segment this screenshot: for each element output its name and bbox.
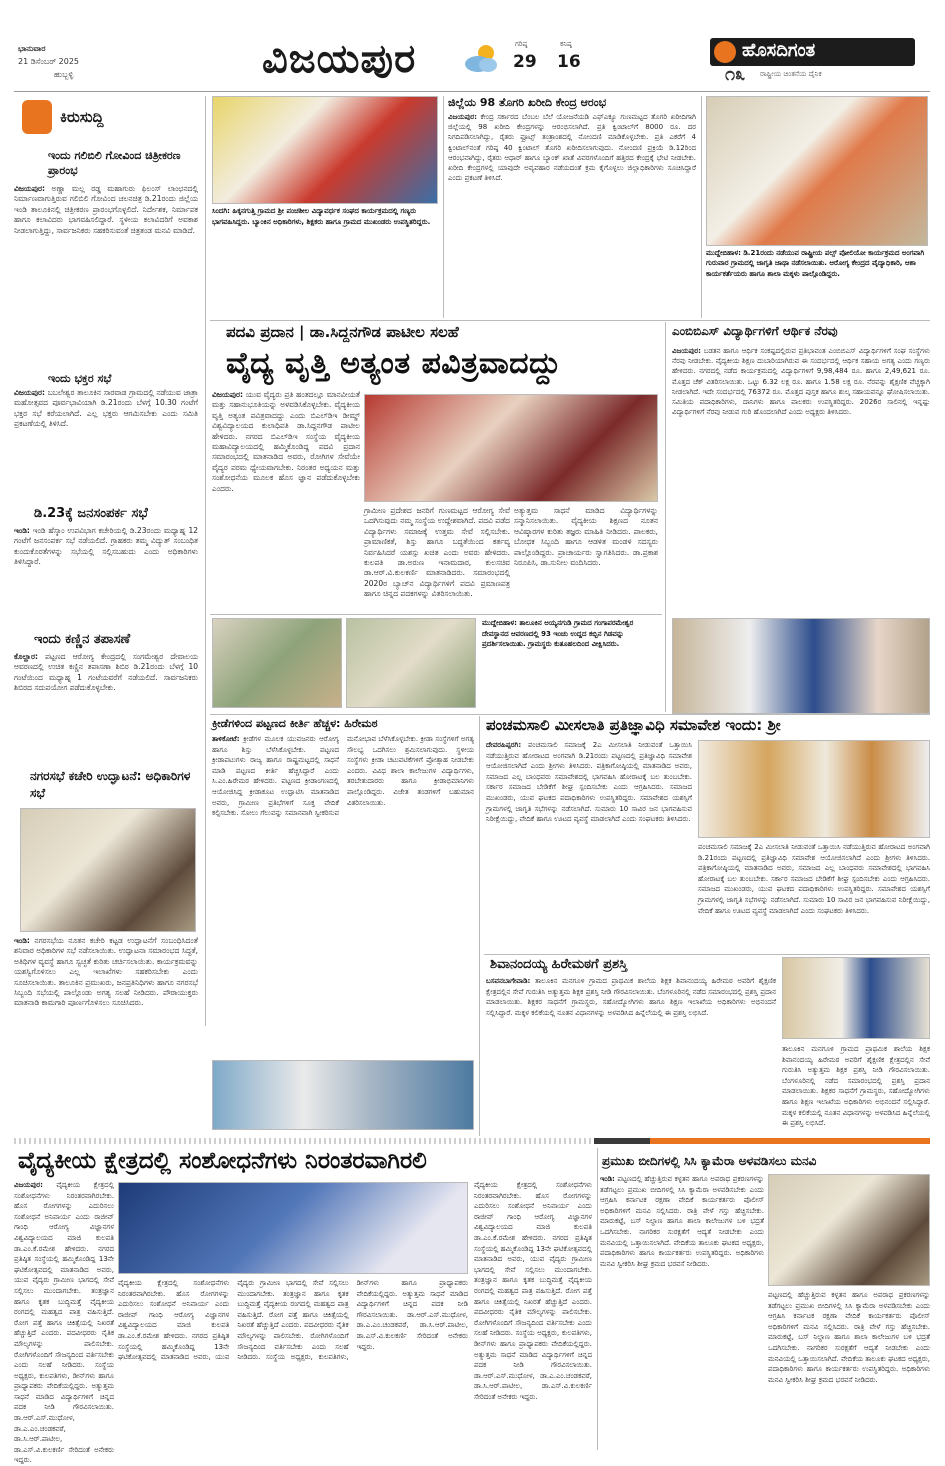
kiru-item-text: ಬಬಲೇಶ್ವರ ತಾಲೂಕಿನ ಸಾರವಾಡ ಗ್ರಾಮದಲ್ಲಿ ನಡೆಯುವ ಜಾತ್ರಾ ಮಹೋತ್ಸವದ ಪೂರ್ವಭಾವಿಯಾಗಿ ಡಿ.21ರಂದು ಬೆಳಗ್ಗೆ 10.30 ಗಂಟೆಗೆ ಭಕ್ತರ ಸಭೆ ಕರೆಯಲಾಗಿದೆ. ಎಲ್ಲ ಭಕ್ತರು ಆಗಮಿಸಬೇಕು ಎಂದು ಸಮಿತಿ ಪ್ರಕಟಣೆಯಲ್ಲಿ ತಿಳಿಸಿದೆ. [14,388,198,429]
mid-caption-text: ಮುದ್ದೇಬಿಹಾಳ: ತಾಲೂಕಿನ ಅಯ್ಯನಗುಡಿ ಗ್ರಾಮದ ಗಂಗಾಪರಮೇಶ್ವರ ದೇವಸ್ಥಾನದ ಆವರಣದಲ್ಲಿ 93 ಇಂಚು ಉದ್ದದ ಕಬ್ಬಿನ ಗಿಡವನ್ನು ಪ್ರದರ್ಶಿಸಲಾಯಿತು. ಗ್ರಾಮಸ್ಥರು ಕುತೂಹಲದಿಂದ ವೀಕ್ಷಿಸಿದರು. [482,619,634,649]
weather-max-label: ಗರಿಷ್ಠ [515,40,528,48]
shivanand-caption [782,1044,930,1136]
paper-logo-icon [714,41,736,63]
hand-icon [22,100,52,134]
kiru-item-body [14,184,198,364]
panchamasali-body-col2 [698,842,930,952]
lead-body-col2 [364,506,510,612]
research-text-more: ವೈದ್ಯಕೀಯ ಕ್ಷೇತ್ರದಲ್ಲಿ ಸಂಶೋಧನೆಗಳು ನಿರಂತರವಾಗಿರಬೇಕು. ಹೊಸ ರೋಗಗಳನ್ನು ಎದುರಿಸಲು ಸಂಶೋಧನೆ ಅನಿವಾರ್ಯ ಎಂದು ರಾಜೀವ್ ಗಾಂಧಿ ಆರೋಗ್ಯ ವಿಜ್ಞಾನಗಳ ವಿಶ್ವವಿದ್ಯಾಲಯದ ಮಾಜಿ ಕುಲಪತಿ ಡಾ.ಎಂ.ಕೆ.ರಮೇಶ ಹೇಳಿದರು. ನಗರದ ಪ್ರತಿಷ್ಠಿತ ಸಂಸ್ಥೆಯಲ್ಲಿ ಹಮ್ಮಿಕೊಂಡಿದ್ದ 13ನೇ ಘಟಿಕೋತ್ಸವದಲ್ಲಿ ಮಾತನಾಡಿದ ಅವರು, ಯುವ ವೈದ್ಯರು ಗ್ರಾಮೀಣ ಭಾಗದಲ್ಲಿ ಸೇವೆ ಸಲ್ಲಿಸಲು ಮುಂದಾಗಬೇಕು. ತಂತ್ರಜ್ಞಾನ ಹಾಗೂ ಕೃತಕ ಬುದ್ಧಿಮತ್ತೆ ವೈದ್ಯಕೀಯ ರಂಗದಲ್ಲಿ ಮಹತ್ವದ ಪಾತ್ರ ವಹಿಸುತ್ತಿದೆ. ರೋಗ ಪತ್ತೆ ಹಾಗೂ ಚಿಕಿತ್ಸೆಯಲ್ಲಿ ನಿಖರತೆ ಹೆಚ್ಚುತ್ತಿದೆ ಎಂದರು. ಪದವೀಧರರು ನೈತಿಕ ಮೌಲ್ಯಗಳನ್ನು ಪಾಲಿಸಬೇಕು. ರೋಗಿಗಳೊಂದಿಗೆ ಸೌಜನ್ಯದಿಂದ ವರ್ತಿಸಬೇಕು ಎಂದು ಸಲಹೆ ನೀಡಿದರು. ಸಂಸ್ಥೆಯ ಅಧ್ಯಕ್ಷರು, ಕುಲಪತಿಗಳು, ಡೀನ್‌ಗಳು ಹಾಗೂ ಪ್ರಾಧ್ಯಾಪಕರು ವೇದಿಕೆಯಲ್ಲಿದ್ದರು. ಅತ್ಯುತ್ತಮ ಸಾಧನೆ ಮಾಡಿದ ವಿದ್ಯಾರ್ಥಿಗಳಿಗೆ ಚಿನ್ನದ ಪದಕ ನೀಡಿ ಗೌರವಿಸಲಾಯಿತು. ಡಾ.ಆರ್.ಎಸ್.ಮುಧೋಳ, ಡಾ.ಎ.ಎಂ.ಚಂಡಕವಠೆ, ಡಾ.ಸಿ.ಆರ್.ಪಾಟೀಲ, ಡಾ.ಎಸ್.ವಿ.ಕುಲಕರ್ಣಿ ಸೇರಿದಂತೆ ಅನೇಕರು ಇದ್ದರು. [474,1181,592,1401]
section-accent-orange [650,1138,930,1144]
kiru-item-text: ಅಣ್ಣಾ ಮಲ್ಲ ರಡ್ಡ ಮಹಾಗುರು ಫಿಲಂಸ್ ಲಾಂಛನದಲ್ಲಿ ನಿರ್ಮಾಣವಾಗುತ್ತಿರುವ ಗಲಿಬಿಲಿ ಗೋವಿಂದ ಚಲನಚಿತ್ರ ಡಿ.21ರಂದು ಜಿಲ್ಲೆಯ ಇಂಡಿ ತಾಲೂಕಿನಲ್ಲಿ ಚಿತ್ರೀಕರಣ ಪ್ರಾರಂಭಗೊಳ್ಳಲಿದೆ. ನಿರ್ದೇಶಕ, ನಿರ್ಮಾಪಕ ಹಾಗೂ ಕಲಾವಿದರು ಭಾಗವಹಿಸಲಿದ್ದಾರೆ. ಸ್ಥಳೀಯ ಕಲಾವಿದರಿಗೆ ಅವಕಾಶ ನೀಡಲಾಗುತ್ತಿದ್ದು, ಸಾರ್ವಜನಿಕರು ಸಹಕರಿಸುವಂತೆ ಚಿತ್ರತಂಡ ಮನವಿ ಮಾಡಿದೆ. [14,184,198,235]
award-photo [782,957,930,1039]
kiru-suddi-column [14,96,200,1026]
column-rule [443,96,444,318]
kiru-item-place: ಇಂಡಿ: [14,936,30,945]
research-text: ವೈದ್ಯಕೀಯ ಕ್ಷೇತ್ರದಲ್ಲಿ ಸಂಶೋಧನೆಗಳು ನಿರಂತರವಾಗಿರಬೇಕು. ಹೊಸ ರೋಗಗಳನ್ನು ಎದುರಿಸಲು ಸಂಶೋಧನೆ ಅನಿವಾರ್ಯ ಎಂದು ರಾಜೀವ್ ಗಾಂಧಿ ಆರೋಗ್ಯ ವಿಜ್ಞಾನಗಳ ವಿಶ್ವವಿದ್ಯಾಲಯದ ಮಾಜಿ ಕುಲಪತಿ ಡಾ.ಎಂ.ಕೆ.ರಮೇಶ ಹೇಳಿದರು. ನಗರದ ಪ್ರತಿಷ್ಠಿತ ಸಂಸ್ಥೆಯಲ್ಲಿ ಹಮ್ಮಿಕೊಂಡಿದ್ದ 13ನೇ ಘಟಿಕೋತ್ಸವದಲ್ಲಿ ಮಾತನಾಡಿದ ಅವರು, ಯುವ ವೈದ್ಯರು ಗ್ರಾಮೀಣ ಭಾಗದಲ್ಲಿ ಸೇವೆ ಸಲ್ಲಿಸಲು ಮುಂದಾಗಬೇಕು. ತಂತ್ರಜ್ಞಾನ ಹಾಗೂ ಕೃತಕ ಬುದ್ಧಿಮತ್ತೆ ವೈದ್ಯಕೀಯ ರಂಗದಲ್ಲಿ ಮಹತ್ವದ ಪಾತ್ರ ವಹಿಸುತ್ತಿದೆ. ರೋಗ ಪತ್ತೆ ಹಾಗೂ ಚಿಕಿತ್ಸೆಯಲ್ಲಿ ನಿಖರತೆ ಹೆಚ್ಚುತ್ತಿದೆ ಎಂದರು. ಪದವೀಧರರು ನೈತಿಕ ಮೌಲ್ಯಗಳನ್ನು ಪಾಲಿಸಬೇಕು. ರೋಗಿಗಳೊಂದಿಗೆ ಸೌಜನ್ಯದಿಂದ ವರ್ತಿಸಬೇಕು ಎಂದು ಸಲಹೆ ನೀಡಿದರು. ಸಂಸ್ಥೆಯ ಅಧ್ಯಕ್ಷರು, ಕುಲಪತಿಗಳು, ಡೀನ್‌ಗಳು ಹಾಗೂ ಪ್ರಾಧ್ಯಾಪಕರು ವೇದಿಕೆಯಲ್ಲಿದ್ದರು. ಅತ್ಯುತ್ತಮ ಸಾಧನೆ ಮಾಡಿದ ವಿದ್ಯಾರ್ಥಿಗಳಿಗೆ ಚಿನ್ನದ ಪದಕ ನೀಡಿ ಗೌರವಿಸಲಾಯಿತು. ಡಾ.ಆರ್.ಎಸ್.ಮುಧೋಳ, ಡಾ.ಎ.ಎಂ.ಚಂಡಕವಠೆ, ಡಾ.ಸಿ.ಆರ್.ಪಾಟೀಲ, ಡಾ.ಎಸ್.ವಿ.ಕುಲಕರ್ಣಿ ಸೇರಿದಂತೆ ಅನೇಕರು ಇದ್ದರು. [14,1181,114,1465]
kreeda-text: ಕ್ರೀಡೆಗಳ ಮೂಲಕ ಯುವಜನರು ಆರೋಗ್ಯ ಹಾಗೂ ಶಿಸ್ತು ಬೆಳೆಸಿಕೊಳ್ಳಬೇಕು. ಪಟ್ಟಣದ ಕ್ರೀಡಾಪಟುಗಳು ರಾಜ್ಯ ಹಾಗೂ ರಾಷ್ಟ್ರಮಟ್ಟದಲ್ಲಿ ಸಾಧನೆ ಮಾಡಿ ಪಟ್ಟಣದ ಕೀರ್ತಿ ಹೆಚ್ಚಿಸಿದ್ದಾರೆ ಎಂದು ಸಿ.ಎಂ.ಹಿರೇಮಠ ಹೇಳಿದರು. ಪಟ್ಟಣದ ಕ್ರೀಡಾಂಗಣದಲ್ಲಿ ಆಯೋಜಿಸಿದ್ದ ಕ್ರೀಡಾಕೂಟ ಉದ್ಘಾಟಿಸಿ ಮಾತನಾಡಿದ ಅವರು, ಗ್ರಾಮೀಣ ಪ್ರತಿಭೆಗಳಿಗೆ ಸೂಕ್ತ ವೇದಿಕೆ ಕಲ್ಪಿಸಬೇಕು. ಸೋಲು ಗೆಲುವನ್ನು ಸಮಾನವಾಗಿ ಸ್ವೀಕರಿಸುವ ಮನೋಭಾವ ಬೆಳೆಸಿಕೊಳ್ಳಬೇಕು. ಕ್ರೀಡಾ ಸಂಸ್ಥೆಗಳಿಗೆ ಅಗತ್ಯ ಸೌಲಭ್ಯ ಒದಗಿಸಲು ಶ್ರಮಿಸಲಾಗುವುದು. ಸ್ಥಳೀಯ ಸಂಸ್ಥೆಗಳು ಕ್ರೀಡಾ ಚಟುವಟಿಕೆಗಳಿಗೆ ಪ್ರೋತ್ಸಾಹ ನೀಡಬೇಕು ಎಂದರು. ವಿವಿಧ ಶಾಲಾ ಕಾಲೇಜುಗಳ ವಿದ್ಯಾರ್ಥಿಗಳು, ತರಬೇತುದಾರರು ಹಾಗೂ ಕ್ರೀಡಾಭಿಮಾನಿಗಳು ಪಾಲ್ಗೊಂಡಿದ್ದರು. ವಿಜೇತ ತಂಡಗಳಿಗೆ ಬಹುಮಾನ ವಿತರಿಸಲಾಯಿತು. [212,735,474,818]
panchamasali-text: ಪಂಚಮಸಾಲಿ ಸಮಾಜಕ್ಕೆ 2ಎ ಮೀಸಲಾತಿ ನೀಡುವಂತೆ ಒತ್ತಾಯಿಸಿ ನಡೆಯುತ್ತಿರುವ ಹೋರಾಟದ ಅಂಗವಾಗಿ ಡಿ.21ರಂದು ಪಟ್ಟಣದಲ್ಲಿ ಪ್ರತಿಜ್ಞಾವಿಧಿ ಸಮಾವೇಶ ಆಯೋಜಿಸಲಾಗಿದೆ ಎಂದು ಶ್ರೀಗಳು ತಿಳಿಸಿದರು. ಪತ್ರಿಕಾಗೋಷ್ಠಿಯಲ್ಲಿ ಮಾತನಾಡಿದ ಅವರು, ಸಮಾಜದ ಎಲ್ಲ ಬಾಂಧವರು ಸಮಾವೇಶದಲ್ಲಿ ಭಾಗವಹಿಸಿ ಹೋರಾಟಕ್ಕೆ ಬಲ ತುಂಬಬೇಕು. ಸರ್ಕಾರ ಸಮಾಜದ ಬೇಡಿಕೆಗೆ ಶೀಘ್ರ ಸ್ಪಂದಿಸಬೇಕು ಎಂದು ಆಗ್ರಹಿಸಿದರು. ಸಮಾಜದ ಮುಖಂಡರು, ಯುವ ಘಟಕದ ಪದಾಧಿಕಾರಿಗಳು ಉಪಸ್ಥಿತರಿದ್ದರು. ಸಮಾವೇಶದ ಯಶಸ್ಸಿಗೆ ಗ್ರಾಮಗಳಲ್ಲಿ ಜಾಗೃತಿ ಸಭೆಗಳನ್ನು ನಡೆಸಲಾಗಿದೆ. ಸುಮಾರು 10 ಸಾವಿರ ಜನ ಭಾಗವಹಿಸುವ ನಿರೀಕ್ಷೆಯಿದ್ದು, ವೇದಿಕೆ ಹಾಗೂ ಊಟದ ವ್ಯವಸ್ಥೆ ಮಾಡಲಾಗಿದೆ ಎಂದು ಸಂಘಟಕರು ತಿಳಿಸಿದರು. [486,741,692,824]
weather-min: 16 [557,52,581,72]
top-right-photo [706,96,928,246]
kreeda-place: ತಾಳಿಕೋಟೆ: [212,735,240,743]
cctv-body-col2 [768,1290,930,1450]
masthead-rule [14,91,930,92]
panchamasali-body-col1 [486,740,692,952]
convocation-photo [364,394,658,502]
weather-max: 29 [513,52,537,72]
mbbs-place: ವಿಜಯಪುರ: [672,347,701,355]
cctv-body-col1 [600,1174,764,1450]
lead-body-col1 [212,390,360,610]
kiru-item-text: ಪಟ್ಟಣದ ಆರೋಗ್ಯ ಕೇಂದ್ರದಲ್ಲಿ ಸಂಗಮೇಶ್ವರ ದೇವಾಲಯ ಆವರಣದಲ್ಲಿ ಉಚಿತ ಕಣ್ಣಿನ ತಪಾಸಣಾ ಶಿಬಿರ ಡಿ.21ರಂದು ಬೆಳಗ್ಗೆ 10 ಗಂಟೆಯಿಂದ ಮಧ್ಯಾಹ್ನ 1 ಗಂಟೆಯವರೆಗೆ ನಡೆಯಲಿದೆ. ಸಾರ್ವಜನಿಕರು ಶಿಬಿರದ ಸದುಪಯೋಗ ಪಡೆದುಕೊಳ್ಳಬೇಕು. [14,652,198,693]
togari-body [448,112,696,318]
paper-name-badge [710,38,915,66]
paper-name: ಹೊಸದಿಗಂತ [742,40,816,61]
weather-icon [462,40,502,76]
research-body-col2 [118,1278,468,1450]
research-text-extra: ವೈದ್ಯಕೀಯ ಕ್ಷೇತ್ರದಲ್ಲಿ ಸಂಶೋಧನೆಗಳು ನಿರಂತರವಾಗಿರಬೇಕು. ಹೊಸ ರೋಗಗಳನ್ನು ಎದುರಿಸಲು ಸಂಶೋಧನೆ ಅನಿವಾರ್ಯ ಎಂದು ರಾಜೀವ್ ಗಾಂಧಿ ಆರೋಗ್ಯ ವಿಜ್ಞಾನಗಳ ವಿಶ್ವವಿದ್ಯಾಲಯದ ಮಾಜಿ ಕುಲಪತಿ ಡಾ.ಎಂ.ಕೆ.ರಮೇಶ ಹೇಳಿದರು. ನಗರದ ಪ್ರತಿಷ್ಠಿತ ಸಂಸ್ಥೆಯಲ್ಲಿ ಹಮ್ಮಿಕೊಂಡಿದ್ದ 13ನೇ ಘಟಿಕೋತ್ಸವದಲ್ಲಿ ಮಾತನಾಡಿದ ಅವರು, ಯುವ ವೈದ್ಯರು ಗ್ರಾಮೀಣ ಭಾಗದಲ್ಲಿ ಸೇವೆ ಸಲ್ಲಿಸಲು ಮುಂದಾಗಬೇಕು. ತಂತ್ರಜ್ಞಾನ ಹಾಗೂ ಕೃತಕ ಬುದ್ಧಿಮತ್ತೆ ವೈದ್ಯಕೀಯ ರಂಗದಲ್ಲಿ ಮಹತ್ವದ ಪಾತ್ರ ವಹಿಸುತ್ತಿದೆ. ರೋಗ ಪತ್ತೆ ಹಾಗೂ ಚಿಕಿತ್ಸೆಯಲ್ಲಿ ನಿಖರತೆ ಹೆಚ್ಚುತ್ತಿದೆ ಎಂದರು. ಪದವೀಧರರು ನೈತಿಕ ಮೌಲ್ಯಗಳನ್ನು ಪಾಲಿಸಬೇಕು. ರೋಗಿಗಳೊಂದಿಗೆ ಸೌಜನ್ಯದಿಂದ ವರ್ತಿಸಬೇಕು ಎಂದು ಸಲಹೆ ನೀಡಿದರು. ಸಂಸ್ಥೆಯ ಅಧ್ಯಕ್ಷರು, ಕುಲಪತಿಗಳು, ಡೀನ್‌ಗಳು ಹಾಗೂ ಪ್ರಾಧ್ಯಾಪಕರು ವೇದಿಕೆಯಲ್ಲಿದ್ದರು. ಅತ್ಯುತ್ತಮ ಸಾಧನೆ ಮಾಡಿದ ವಿದ್ಯಾರ್ಥಿಗಳಿಗೆ ಚಿನ್ನದ ಪದಕ ನೀಡಿ ಗೌರವಿಸಲಾಯಿತು. ಡಾ.ಆರ್.ಎಸ್.ಮುಧೋಳ, ಡಾ.ಎ.ಎಂ.ಚಂಡಕವಠೆ, ಡಾ.ಸಿ.ಆರ್.ಪಾಟೀಲ, ಡಾ.ಎಸ್.ವಿ.ಕುಲಕರ್ಣಿ ಸೇರಿದಂತೆ ಅನೇಕರು ಇದ್ದರು. [118,1279,468,1362]
sports-photo [212,1060,474,1130]
paper-tagline: ರಾಷ್ಟ್ರೀಯ ಚಿಂತನೆಯ ದೈನಿಕ [760,70,822,78]
kreeda-body [212,734,474,1056]
meeting-photo [20,808,196,932]
issue-date: 21 ಡಿಸೆಂಬರ್ 2025 [18,57,80,66]
kreeda-title: ಕ್ರೀಡೆಗಳಿಂದ ಪಟ್ಟಣದ ಕೀರ್ತಿ ಹೆಚ್ಚಳ: ಹಿರೇಮಠ [212,717,378,730]
cctv-text-extra: ಪಟ್ಟಣದಲ್ಲಿ ಹೆಚ್ಚುತ್ತಿರುವ ಕಳ್ಳತನ ಹಾಗೂ ಅಪರಾಧ ಪ್ರಕರಣಗಳನ್ನು ತಡೆಗಟ್ಟಲು ಪ್ರಮುಖ ಬೀದಿಗಳಲ್ಲಿ ಸಿಸಿ ಕ್ಯಾಮೆರಾ ಅಳವಡಿಸಬೇಕು ಎಂದು ಆಗ್ರಹಿಸಿ ಕರ್ನಾಟಕ ರಕ್ಷಣಾ ವೇದಿಕೆ ಕಾರ್ಯಕರ್ತರು ಪೊಲೀಸ್ ಅಧಿಕಾರಿಗಳಿಗೆ ಮನವಿ ಸಲ್ಲಿಸಿದರು. ರಾತ್ರಿ ವೇಳೆ ಗಸ್ತು ಹೆಚ್ಚಿಸಬೇಕು. ಮಾರುಕಟ್ಟೆ, ಬಸ್ ನಿಲ್ದಾಣ ಹಾಗೂ ಶಾಲಾ ಕಾಲೇಜುಗಳ ಬಳಿ ಭದ್ರತೆ ಒದಗಿಸಬೇಕು. ನಾಗರಿಕರ ಸುರಕ್ಷತೆಗೆ ಆದ್ಯತೆ ನೀಡಬೇಕು ಎಂದು ಮನವಿಯಲ್ಲಿ ಒತ್ತಾಯಿಸಲಾಗಿದೆ. ವೇದಿಕೆಯ ತಾಲೂಕು ಘಟಕದ ಅಧ್ಯಕ್ಷರು, ಪದಾಧಿಕಾರಿಗಳು ಹಾಗೂ ಕಾರ್ಯಕರ್ತರು ಉಪಸ್ಥಿತರಿದ್ದರು. ಅಧಿಕಾರಿಗಳು ಮನವಿ ಸ್ವೀಕರಿಸಿ ಶೀಘ್ರ ಕ್ರಮದ ಭರವಸೆ ನೀಡಿದರು. [768,1291,930,1384]
cctv-title: ಪ್ರಮುಖ ಬೀದಿಗಳಲ್ಲಿ ಸಿಸಿ ಕ್ಯಾಮೆರಾ ಅಳವಡಿಸಲು ಮನವಿ [602,1154,817,1168]
shivanand-body [486,976,776,1136]
kiru-item-body [14,652,198,762]
swamiji-photo [698,740,930,838]
panchamasali-place: ದೇವರಹಿಪ್ಪರಗಿ: [486,741,522,749]
top-right-caption-text: ಮುದ್ದೇಬಿಹಾಳ: ಡಿ.21ರಂದು ನಡೆಯುವ ರಾಷ್ಟ್ರೀಯ ಪಲ್ಸ್ ಪೋಲಿಯೋ ಕಾರ್ಯಕ್ರಮದ ಅಂಗವಾಗಿ ಗುರುವಾರ ಗ್ರಾಮದಲ್ಲಿ ಜಾಗೃತಿ ಜಾಥಾ ನಡೆಸಲಾಯಿತು. ಆರೋಗ್ಯ ಕೇಂದ್ರದ ವೈದ್ಯಾಧಿಕಾರಿ, ಆಶಾ ಕಾರ್ಯಕರ್ತೆಯರು ಹಾಗೂ ಶಾಲಾ ಮಕ್ಕಳು ಪಾಲ್ಗೊಂಡಿದ್ದರು. [706,249,925,278]
shivanand-place: ಬಸವನಬಾಗೇವಾಡಿ: [486,977,531,985]
lead-body-text: ಅತ್ಯುತ್ತಮ ಸಾಧನೆ ಮಾಡಿದ ವಿದ್ಯಾರ್ಥಿಗಳನ್ನು ಸನ್ಮಾನಿಸಲಾಯಿತು. ವೈದ್ಯಕೀಯ ಶಿಕ್ಷಣದ ನೂತನ ಆವಿಷ್ಕಾರಗಳ ಕುರಿತು ತಜ್ಞರು ಮಾಹಿತಿ ನೀಡಿದರು. ಪಾಲಕರು, ಬೋಧಕ ಸಿಬ್ಬಂದಿ ಹಾಗೂ ಆಡಳಿತ ಮಂಡಳಿ ಸದಸ್ಯರು ಪಾಲ್ಗೊಂಡಿದ್ದರು. ಪ್ರಾಚಾರ್ಯರು ಸ್ವಾಗತಿಸಿದರು. ಡಾ.ಪ್ರಕಾಶ ನಿರೂಪಿಸಿ, ಡಾ.ಸುನೀಲ ವಂದಿಸಿದರು. [514,506,658,568]
shivanand-text: ತಾಲೂಕಿನ ಮನಗೂಳಿ ಗ್ರಾಮದ ಪ್ರಾಥಮಿಕ ಶಾಲೆಯ ಶಿಕ್ಷಕ ಶಿವಾನಂದಯ್ಯ ಹಿರೇಮಠ ಅವರಿಗೆ ಶೈಕ್ಷಣಿಕ ಕ್ಷೇತ್ರದಲ್ಲಿನ ಸೇವೆ ಗುರುತಿಸಿ ಅತ್ಯುತ್ತಮ ಶಿಕ್ಷಕ ಪ್ರಶಸ್ತಿ ನೀಡಿ ಗೌರವಿಸಲಾಯಿತು. ಬೆಂಗಳೂರಿನಲ್ಲಿ ನಡೆದ ಸಮಾರಂಭದಲ್ಲಿ ಪ್ರಶಸ್ತಿ ಪ್ರದಾನ ಮಾಡಲಾಯಿತು. ಶಿಕ್ಷಕರ ಸಾಧನೆಗೆ ಗ್ರಾಮಸ್ಥರು, ಸಹೋದ್ಯೋಗಿಗಳು ಹಾಗೂ ಶಿಕ್ಷಣ ಇಲಾಖೆಯ ಅಧಿಕಾರಿಗಳು ಅಭಿನಂದನೆ ಸಲ್ಲಿಸಿದ್ದಾರೆ. ಮಕ್ಕಳ ಕಲಿಕೆಯಲ್ಲಿ ನೂತನ ವಿಧಾನಗಳನ್ನು ಅಳವಡಿಸಿದ ಹಿನ್ನೆಲೆಯಲ್ಲಿ ಈ ಪ್ರಶಸ್ತಿ ಲಭಿಸಿದೆ. [486,977,776,1017]
column-rule [701,96,702,318]
research-headline: ವೈದ್ಯಕೀಯ ಕ್ಷೇತ್ರದಲ್ಲಿ ಸಂಶೋಧನೆಗಳು ನಿರಂತರವಾಗಿರಲಿ [18,1148,427,1174]
lead-kicker: ಪದವಿ ಪ್ರದಾನ | ಡಾ.ಸಿದ್ದನಗೌಡ ಪಾಟೀಲ ಸಲಹೆ [226,323,459,341]
kiru-item-place: ವಿಜಯಪುರ: [14,388,45,397]
lead-place: ವಿಜಯಪುರ: [212,390,243,399]
kiru-item-text: ನಗರಸಭೆಯ ನೂತನ ಕಚೇರಿ ಕಟ್ಟಡ ಉದ್ಘಾಟನೆಗೆ ಸಂಬಂಧಿಸಿದಂತೆ ಶನಿವಾರ ಅಧಿಕಾರಿಗಳ ಸಭೆ ನಡೆಸಲಾಯಿತು. ಉದ್ಘಾಟನಾ ಸಮಾರಂಭದ ಸಿದ್ಧತೆ, ಅತಿಥಿಗಳ ವ್ಯವಸ್ಥೆ ಹಾಗೂ ಸ್ವಚ್ಛತೆ ಕುರಿತು ಚರ್ಚಿಸಲಾಯಿತು. ಕಾರ್ಯಕ್ರಮವನ್ನು ಯಶಸ್ವಿಗೊಳಿಸಲು ಎಲ್ಲ ಇಲಾಖೆಗಳು ಸಹಕರಿಸಬೇಕು ಎಂದು ಸೂಚಿಸಲಾಯಿತು. ತಾಲೂಕಿನ ಪ್ರಮುಖರು, ಜನಪ್ರತಿನಿಧಿಗಳು ಹಾಗೂ ನಗರಸಭೆ ಸಿಬ್ಬಂದಿ ಸಭೆಯಲ್ಲಿ ಪಾಲ್ಗೊಂಡು ಅಗತ್ಯ ಸಲಹೆ ನೀಡಿದರು. ಪೌರಾಯುಕ್ತರು ಮಾತನಾಡಿ ಕಾಮಗಾರಿ ಪೂರ್ಣಗೊಳಿಸಲು ಸೂಚಿಸಿದರು. [14,936,199,1008]
research-body-col3 [474,1180,592,1450]
shivanand-caption-text: ತಾಲೂಕಿನ ಮನಗೂಳಿ ಗ್ರಾಮದ ಪ್ರಾಥಮಿಕ ಶಾಲೆಯ ಶಿಕ್ಷಕ ಶಿವಾನಂದಯ್ಯ ಹಿರೇಮಠ ಅವರಿಗೆ ಶೈಕ್ಷಣಿಕ ಕ್ಷೇತ್ರದಲ್ಲಿನ ಸೇವೆ ಗುರುತಿಸಿ ಅತ್ಯುತ್ತಮ ಶಿಕ್ಷಕ ಪ್ರಶಸ್ತಿ ನೀಡಿ ಗೌರವಿಸಲಾಯಿತು. ಬೆಂಗಳೂರಿನಲ್ಲಿ ನಡೆದ ಸಮಾರಂಭದಲ್ಲಿ ಪ್ರಶಸ್ತಿ ಪ್ರದಾನ ಮಾಡಲಾಯಿತು. ಶಿಕ್ಷಕರ ಸಾಧನೆಗೆ ಗ್ರಾಮಸ್ಥರು, ಸಹೋದ್ಯೋಗಿಗಳು ಹಾಗೂ ಶಿಕ್ಷಣ ಇಲಾಖೆಯ ಅಧಿಕಾರಿಗಳು ಅಭಿನಂದನೆ ಸಲ್ಲಿಸಿದ್ದಾರೆ. ಮಕ್ಕಳ ಕಲಿಕೆಯಲ್ಲಿ ನೂತನ ವಿಧಾನಗಳನ್ನು ಅಳವಡಿಸಿದ ಹಿನ್ನೆಲೆಯಲ್ಲಿ ಈ ಪ್ರಶಸ್ತಿ ಲಭಿಸಿದೆ. [782,1045,930,1128]
column-rule [205,96,206,1026]
sugarcane-photo-1 [212,618,342,708]
top-left-caption-text: ಸಿಂದಗಿ: ಹಿಕ್ಕನಗುತ್ತಿ ಗ್ರಾಮದ ಶ್ರೀ ಪಂಚಶೀಲ ವಿದ್ಯಾವರ್ಧಕ ಸಂಘದ ಕಾರ್ಯಕ್ರಮದಲ್ಲಿ ಗಣ್ಯರು ಭಾಗವಹಿಸಿದ್ದರು. ಬ್ಯಾಂಕಿನ ಅಧಿಕಾರಿಗಳು, ಶಿಕ್ಷಕರು ಹಾಗೂ ಗ್ರಾಮದ ಮುಖಂಡರು ಉಪಸ್ಥಿತರಿದ್ದರು. [212,207,431,226]
cheque-photo [672,618,930,714]
kiru-suddi-title: ಕಿರುಸುದ್ದಿ [60,108,104,126]
togari-title: ಜಿಲ್ಲೆಯ 98 ತೊಗರಿ ಖರೀದಿ ಕೇಂದ್ರ ಆರಂಭ [448,96,607,109]
research-body-col1 [14,1180,114,1465]
column-rule [479,716,480,1136]
kiru-suddi-header [22,100,152,138]
issue-city: ಹುಬ್ಬಳ್ಳಿ [54,70,74,79]
panchamasali-title: ಪಂಚಮಸಾಲಿ ಮೀಸಲಾತಿ ಪ್ರತಿಜ್ಞಾವಿಧಿ ಸಮಾವೇಶ ಇಂದು: ಶ್ರೀ [486,716,781,734]
kiru-item-place: ವಿಜಯಪುರ: [14,184,45,193]
research-place: ವಿಜಯಪುರ: [14,1181,43,1189]
column-rule [597,1148,598,1450]
top-left-caption [212,206,438,318]
sugarcane-photo-2 [346,618,476,708]
kiru-item-body [14,526,198,626]
kiru-item-body [14,936,198,1026]
mbbs-text: ಬಡತನ ಹಾಗೂ ಆರ್ಥಿಕ ಸಂಕಷ್ಟದಲ್ಲಿರುವ ಪ್ರತಿಭಾವಂತ ಎಂಬಿಬಿಎಸ್ ವಿದ್ಯಾರ್ಥಿಗಳಿಗೆ ಸಂಘ ಸಂಸ್ಥೆಗಳು ನೆರವು ನೀಡಬೇಕು. ವೈದ್ಯಕೀಯ ಶಿಕ್ಷಣ ದುಬಾರಿಯಾಗಿರುವ ಈ ಸಂದರ್ಭದಲ್ಲಿ ಆರ್ಥಿಕ ಸಹಾಯ ಅಗತ್ಯ ಎಂದು ಗಣ್ಯರು ಹೇಳಿದರು. ನಗರದಲ್ಲಿ ನಡೆದ ಕಾರ್ಯಕ್ರಮದಲ್ಲಿ ವಿದ್ಯಾರ್ಥಿಗಳಿಗೆ 9,98,484 ರೂ. ಹಾಗೂ 2,49,621 ರೂ. ಮೊತ್ತದ ಚೆಕ್ ವಿತರಿಸಲಾಯಿತು. ಒಟ್ಟು 6.32 ಲಕ್ಷ ರೂ. ಹಾಗೂ 1.58 ಲಕ್ಷ ರೂ. ನೆರವನ್ನು ಶೈಕ್ಷಣಿಕ ವೆಚ್ಚಕ್ಕಾಗಿ ನೀಡಲಾಗಿದೆ. ಇದೇ ಸಂದರ್ಭದಲ್ಲಿ 76372 ರೂ. ಮೊತ್ತದ ಪುಸ್ತಕ ಹಾಗೂ ಶುಲ್ಕ ಸಹಾಯವನ್ನೂ ಘೋಷಿಸಲಾಯಿತು. ಸಮಿತಿಯ ಪದಾಧಿಕಾರಿಗಳು, ದಾನಿಗಳು ಹಾಗೂ ಪಾಲಕರು ಉಪಸ್ಥಿತರಿದ್ದರು. 2026ರ ಸಾಲಿನಲ್ಲಿ ಇನ್ನಷ್ಟು ವಿದ್ಯಾರ್ಥಿಗಳಿಗೆ ನೆರವು ನೀಡುವ ಗುರಿ ಹೊಂದಲಾಗಿದೆ ಎಂದು ಅಧ್ಯಕ್ಷರು ತಿಳಿಸಿದರು. [672,347,930,417]
top-left-photo [212,96,438,204]
mid-caption [482,618,662,710]
convocation-stage-photo [118,1182,468,1274]
kiru-item-text: ಇಂಡಿ ಹೆಸ್ಕಾಂ ಉಪವಿಭಾಗ ಕಚೇರಿಯಲ್ಲಿ ಡಿ.23ರಂದು ಮಧ್ಯಾಹ್ನ 12 ಗಂಟೆಗೆ ಜನಸಂಪರ್ಕ ಸಭೆ ನಡೆಯಲಿದೆ. ಗ್ರಾಹಕರು ತಮ್ಮ ವಿದ್ಯುತ್ ಸಂಬಂಧಿತ ಕುಂದುಕೊರತೆಗಳನ್ನು ಸಭೆಯಲ್ಲಿ ಸಲ್ಲಿಸಬಹುದು ಎಂದು ಅಧಿಕಾರಿಗಳು ತಿಳಿಸಿದ್ದಾರೆ. [14,526,199,567]
panchamasali-text-extra: ಪಂಚಮಸಾಲಿ ಸಮಾಜಕ್ಕೆ 2ಎ ಮೀಸಲಾತಿ ನೀಡುವಂತೆ ಒತ್ತಾಯಿಸಿ ನಡೆಯುತ್ತಿರುವ ಹೋರಾಟದ ಅಂಗವಾಗಿ ಡಿ.21ರಂದು ಪಟ್ಟಣದಲ್ಲಿ ಪ್ರತಿಜ್ಞಾವಿಧಿ ಸಮಾವೇಶ ಆಯೋಜಿಸಲಾಗಿದೆ ಎಂದು ಶ್ರೀಗಳು ತಿಳಿಸಿದರು. ಪತ್ರಿಕಾಗೋಷ್ಠಿಯಲ್ಲಿ ಮಾತನಾಡಿದ ಅವರು, ಸಮಾಜದ ಎಲ್ಲ ಬಾಂಧವರು ಸಮಾವೇಶದಲ್ಲಿ ಭಾಗವಹಿಸಿ ಹೋರಾಟಕ್ಕೆ ಬಲ ತುಂಬಬೇಕು. ಸರ್ಕಾರ ಸಮಾಜದ ಬೇಡಿಕೆಗೆ ಶೀಘ್ರ ಸ್ಪಂದಿಸಬೇಕು ಎಂದು ಆಗ್ರಹಿಸಿದರು. ಸಮಾಜದ ಮುಖಂಡರು, ಯುವ ಘಟಕದ ಪದಾಧಿಕಾರಿಗಳು ಉಪಸ್ಥಿತರಿದ್ದರು. ಸಮಾವೇಶದ ಯಶಸ್ಸಿಗೆ ಗ್ರಾಮಗಳಲ್ಲಿ ಜಾಗೃತಿ ಸಭೆಗಳನ್ನು ನಡೆಸಲಾಗಿದೆ. ಸುಮಾರು 10 ಸಾವಿರ ಜನ ಭಾಗವಹಿಸುವ ನಿರೀಕ್ಷೆಯಿದ್ದು, ವೇದಿಕೆ ಹಾಗೂ ಊಟದ ವ್ಯವಸ್ಥೆ ಮಾಡಲಾಗಿದೆ ಎಂದು ಸಂಘಟಕರು ತಿಳಿಸಿದರು. [698,843,930,915]
cctv-text: ಪಟ್ಟಣದಲ್ಲಿ ಹೆಚ್ಚುತ್ತಿರುವ ಕಳ್ಳತನ ಹಾಗೂ ಅಪರಾಧ ಪ್ರಕರಣಗಳನ್ನು ತಡೆಗಟ್ಟಲು ಪ್ರಮುಖ ಬೀದಿಗಳಲ್ಲಿ ಸಿಸಿ ಕ್ಯಾಮೆರಾ ಅಳವಡಿಸಬೇಕು ಎಂದು ಆಗ್ರಹಿಸಿ ಕರ್ನಾಟಕ ರಕ್ಷಣಾ ವೇದಿಕೆ ಕಾರ್ಯಕರ್ತರು ಪೊಲೀಸ್ ಅಧಿಕಾರಿಗಳಿಗೆ ಮನವಿ ಸಲ್ಲಿಸಿದರು. ರಾತ್ರಿ ವೇಳೆ ಗಸ್ತು ಹೆಚ್ಚಿಸಬೇಕು. ಮಾರುಕಟ್ಟೆ, ಬಸ್ ನಿಲ್ದಾಣ ಹಾಗೂ ಶಾಲಾ ಕಾಲೇಜುಗಳ ಬಳಿ ಭದ್ರತೆ ಒದಗಿಸಬೇಕು. ನಾಗರಿಕರ ಸುರಕ್ಷತೆಗೆ ಆದ್ಯತೆ ನೀಡಬೇಕು ಎಂದು ಮನವಿಯಲ್ಲಿ ಒತ್ತಾಯಿಸಲಾಗಿದೆ. ವೇದಿಕೆಯ ತಾಲೂಕು ಘಟಕದ ಅಧ್ಯಕ್ಷರು, ಪದಾಧಿಕಾರಿಗಳು ಹಾಗೂ ಕಾರ್ಯಕರ್ತರು ಉಪಸ್ಥಿತರಿದ್ದರು. ಅಧಿಕಾರಿಗಳು ಮನವಿ ಸ್ವೀಕರಿಸಿ ಶೀಘ್ರ ಕ್ರಮದ ಭರವಸೆ ನೀಡಿದರು. [600,1175,764,1268]
masthead [0,0,945,92]
column-rule [665,322,666,712]
section-accent-dark [594,1138,650,1144]
row-rule [210,614,662,615]
edition-title: ವಿಜಯಪುರ [262,36,417,82]
mbbs-body [672,346,930,612]
lead-body-text: ಯುವ ವೈದ್ಯರು ಪ್ರತಿ ಹಂತದಲ್ಲೂ ಮಾನವೀಯತೆ ಮತ್ತು ಸಹಾನುಭೂತಿಯನ್ನು ಅಳವಡಿಸಿಕೊಳ್ಳಬೇಕು. ವೈದ್ಯಕೀಯ ವೃತ್ತಿ ಅತ್ಯಂತ ಪವಿತ್ರವಾದದ್ದು ಎಂದು ಬಿಎಲ್‌ಡಿಇ ಡೀಮ್ಡ್ ವಿಶ್ವವಿದ್ಯಾಲಯದ ಕುಲಾಧಿಪತಿ ಡಾ.ಸಿದ್ದನಗೌಡ ಪಾಟೀಲ ಹೇಳಿದರು. ನಗರದ ಬಿಎಲ್‌ಡಿಇ ಸಂಸ್ಥೆಯ ವೈದ್ಯಕೀಯ ಮಹಾವಿದ್ಯಾಲಯದಲ್ಲಿ ಹಮ್ಮಿಕೊಂಡಿದ್ದ ಪದವಿ ಪ್ರದಾನ ಸಮಾರಂಭದಲ್ಲಿ ಮಾತನಾಡಿದ ಅವರು, ರೋಗಿಗಳ ಸೇವೆಯೇ ವೈದ್ಯರ ಪರಮ ಧ್ಯೇಯವಾಗಬೇಕು. ನಿರಂತರ ಅಧ್ಯಯನ ಮತ್ತು ಸಂಶೋಧನೆಯ ಮೂಲಕ ಹೊಸ ಜ್ಞಾನ ಪಡೆದುಕೊಳ್ಳಬೇಕು ಎಂದರು. [212,390,360,493]
lead-headline: ವೈದ್ಯ ವೃತ್ತಿ ಅತ್ಯಂತ ಪವಿತ್ರವಾದದ್ದು [226,346,562,381]
kiru-item-title: ಇಂದು ಕಣ್ಣಿನ ತಪಾಸಣೆ [34,632,131,647]
row-rule [210,714,930,715]
kiru-item-place: ಕೊಲ್ಹಾರ: [14,652,39,661]
togari-text: ಕೇಂದ್ರ ಸರ್ಕಾರದ ಬೆಂಬಲ ಬೆಲೆ ಯೋಜನೆಯಡಿ ಎಫ್‌ಎಕ್ಯೂ ಗುಣಮಟ್ಟದ ತೊಗರಿ ಖರೀದಿಗಾಗಿ ಜಿಲ್ಲೆಯಲ್ಲಿ 98 ಖರೀದಿ ಕೇಂದ್ರಗಳನ್ನು ಆರಂಭಿಸಲಾಗಿದೆ. ಪ್ರತಿ ಕ್ವಿಂಟಾಲ್‌ಗೆ 8000 ರೂ. ದರ ನಿಗದಿಪಡಿಸಲಾಗಿದ್ದು, ರೈತರು ಫ್ರೂಟ್ಸ್ ತಂತ್ರಾಂಶದಲ್ಲಿ ನೋಂದಣಿ ಮಾಡಿಕೊಳ್ಳಬೇಕು. ಪ್ರತಿ ಎಕರೆಗೆ 4 ಕ್ವಿಂಟಾಲ್‌ನಂತೆ ಗರಿಷ್ಠ 40 ಕ್ವಿಂಟಾಲ್ ತೊಗರಿ ಖರೀದಿಸಲಾಗುವುದು. ನೋಂದಣಿ ಪ್ರಕ್ರಿಯೆ ಡಿ.12ರಿಂದ ಆರಂಭವಾಗಿದ್ದು, ರೈತರು ಆಧಾರ್ ಹಾಗೂ ಬ್ಯಾಂಕ್ ಖಾತೆ ವಿವರಗಳೊಂದಿಗೆ ಹತ್ತಿರದ ಕೇಂದ್ರಕ್ಕೆ ಭೇಟಿ ನೀಡಬೇಕು. ಖರೀದಿ ಕೇಂದ್ರಗಳಲ್ಲಿ ಯಾವುದೇ ಅವ್ಯವಹಾರ ನಡೆಯದಂತೆ ಕ್ರಮ ಕೈಗೊಳ್ಳಲು ಜಿಲ್ಲಾಧಿಕಾರಿಗಳು ಸೂಚಿಸಿದ್ದಾರೆ ಎಂದು ಪ್ರಕಟಣೆ ತಿಳಿಸಿದೆ. [448,113,696,183]
lead-body-col3 [514,506,658,612]
page-number: ೧೩ [725,64,746,85]
kiru-item-title: ಇಂದು ಭಕ್ತರ ಸಭೆ [48,372,112,385]
weather-min-label: ಕನಿಷ್ಠ [560,40,572,48]
togari-place: ವಿಜಯಪುರ: [448,113,477,121]
kiru-item-place: ಇಂಡಿ: [14,526,30,535]
issue-day: ಭಾನುವಾರ [18,44,46,53]
kiru-item-title: ನಗರಸಭೆ ಕಚೇರಿ ಉದ್ಘಾಟನೆ: ಅಧಿಕಾರಿಗಳ ಸಭೆ [30,769,191,800]
kiru-item-title: ಡಿ.23ಕ್ಕೆ ಜನಸಂಪರ್ಕ ಸಭೆ [34,506,148,521]
shivanand-title: ಶಿವಾನಂದಯ್ಯ ಹಿರೇಮಠಗೆ ಪ್ರಶಸ್ತಿ [490,957,628,972]
lead-body-text: ಗ್ರಾಮೀಣ ಪ್ರದೇಶದ ಜನರಿಗೆ ಗುಣಮಟ್ಟದ ಆರೋಗ್ಯ ಸೇವೆ ಒದಗಿಸುವುದು ನಮ್ಮ ಸಂಸ್ಥೆಯ ಉದ್ದೇಶವಾಗಿದೆ. ಪದವಿ ಪಡೆದ ವಿದ್ಯಾರ್ಥಿಗಳು ಸಮಾಜಕ್ಕೆ ಉತ್ತಮ ಸೇವೆ ಸಲ್ಲಿಸಬೇಕು. ಪ್ರಾಮಾಣಿಕತೆ, ಶಿಸ್ತು ಹಾಗೂ ಬದ್ಧತೆಯಿಂದ ಕರ್ತವ್ಯ ನಿರ್ವಹಿಸಿದರೆ ಯಶಸ್ಸು ಖಚಿತ ಎಂದು ಅವರು ಹೇಳಿದರು. ಕುಲಪತಿ ಡಾ.ಅರುಣ ಇನಾಮದಾರ, ಕುಲಸಚಿವ ಡಾ.ಆರ್.ವಿ.ಕುಲಕರ್ಣಿ ಮಾತನಾಡಿದರು. ಸಮಾರಂಭದಲ್ಲಿ 2020ರ ಬ್ಯಾಚ್‌ನ ವಿದ್ಯಾರ್ಥಿಗಳಿಗೆ ಪದವಿ ಪ್ರಮಾಣಪತ್ರ ಹಾಗೂ ಚಿನ್ನದ ಪದಕಗಳನ್ನು ವಿತರಿಸಲಾಯಿತು. [364,506,510,599]
kiru-item-title: ಇಂದು ಗಲಿಬಿಲಿ ಗೋವಿಂದ ಚಿತ್ರೀಕರಣ ಪ್ರಾರಂಭ [48,149,181,177]
row-rule [210,320,930,321]
kiru-item-body [14,388,198,496]
mbbs-title: ಎಂಬಿಬಿಎಸ್ ವಿದ್ಯಾರ್ಥಿಗಳಿಗೆ ಆರ್ಥಿಕ ನೆರವು [672,324,838,338]
cctv-place: ಇಂಡಿ: [600,1175,615,1183]
memorandum-photo [768,1174,930,1286]
row-rule [484,954,930,955]
top-right-caption [706,248,928,318]
